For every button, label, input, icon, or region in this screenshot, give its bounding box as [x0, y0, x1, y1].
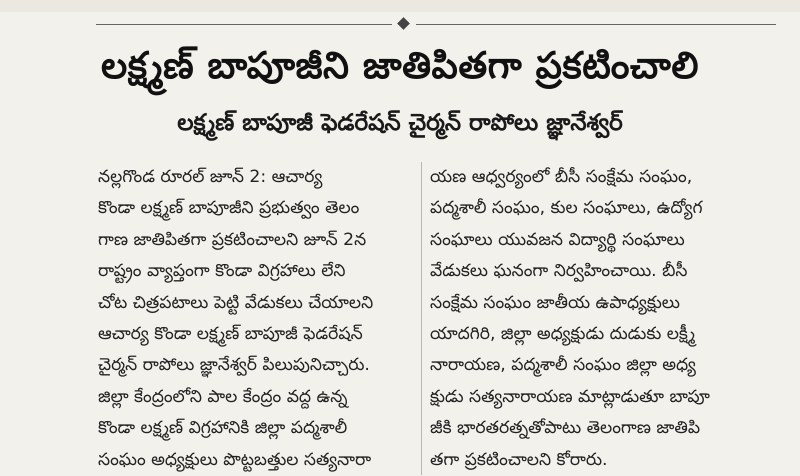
column-line: చైర్మన్ రాపోలు జ్ఞానేశ్వర్ పిలుపునిచ్చారు.	[98, 355, 370, 376]
column-line: యణ ఆధ్వర్యంలో బీసీ సంక్షేమ సంఘం,	[430, 167, 693, 187]
article-subheadline: లక్ష్మణ్ బాపూజీ ఫెడరేషన్ చైర్మన్ రాపోలు జ్ఞానేశ్వర్	[177, 110, 623, 136]
article-headline: లక్ష్మణ్ బాపూజీని జాతిపితగా ప్రకటించాలి	[101, 44, 699, 87]
column-line: పద్మశాలీ సంఘం, కుల సంఘాలు, ఉద్యోగ	[430, 198, 703, 219]
column-line: తగా ప్రకటించాలని కోరారు.	[430, 449, 608, 470]
column-line: సంక్షేమ సంఘం జాతీయ ఉపాధ్యక్షులు	[430, 292, 680, 313]
column-line: రాష్ట్రం వ్యాప్తంగా కొండా విగ్రహాలు లేని	[98, 261, 346, 282]
column-line: సంఘం అధ్యక్షులు పొట్టబత్తుల సత్యనారా	[98, 449, 372, 470]
divider-rule-right	[416, 24, 776, 25]
divider-rule-left	[96, 24, 392, 25]
column-line: నారాయణ, పద్మశాలీ సంఘం జిల్లా అధ్య	[430, 355, 696, 376]
section-divider-ornament	[0, 18, 800, 32]
column-line: కొండా లక్ష్మణ్ బాపూజీని ప్రభుత్వం తెలం	[98, 198, 360, 219]
diamond-ornament-icon	[397, 17, 410, 30]
column-line: జిల్లా కేంద్రంలోని పాల కేంద్రం వద్ద ఉన్న	[98, 386, 348, 407]
column-line: యాదగిరి, జిల్లా అధ్యక్షుడు దుడుకు లక్ష్మీ	[430, 323, 696, 344]
column-line: కొండా లక్ష్మణ్ విగ్రహానికి జిల్లా పద్మశాలీ	[98, 418, 348, 439]
article-column-right	[430, 162, 770, 476]
column-line: చోట చిత్రపటాలు పెట్టి వేడుకలు చేయాలని	[98, 292, 374, 313]
article-column-left	[98, 162, 414, 476]
column-line: సంఘాలు యువజన విద్యార్థి సంఘాలు	[430, 229, 685, 250]
column-line: ఆచార్య కొండా లక్ష్మణ్ బాపూజీ ఫెడరేషన్	[98, 323, 363, 344]
column-line: వేడుకలు ఘనంగా నిర్వహించాయి. బీసీ	[430, 261, 688, 282]
column-line: నల్లగొండ రూరల్ జూన్ 2: ఆచార్య	[98, 167, 323, 187]
column-line: గాణ జాతిపితగా ప్రకటించాలని జూన్ 2న	[98, 229, 367, 250]
clipped-previous-text-strip	[0, 0, 800, 12]
column-line: క్షుడు సత్యనారాయణ మాట్లాడుతూ బాపూ	[430, 386, 710, 407]
column-line: జీకి భారతరత్నతోపాటు తెలంగాణ జాతిపి	[430, 418, 701, 439]
column-divider	[421, 162, 422, 475]
